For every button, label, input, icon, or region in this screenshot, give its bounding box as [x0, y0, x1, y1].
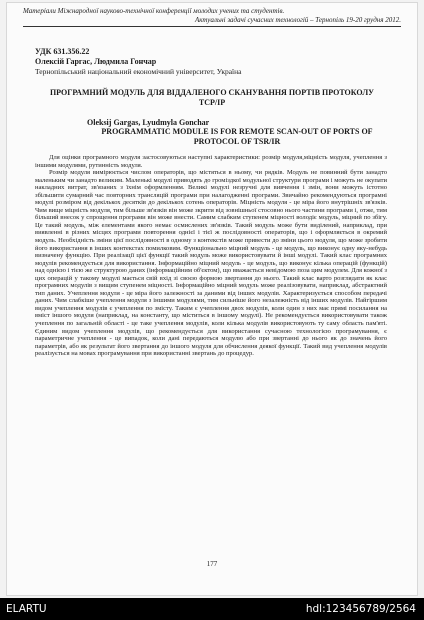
- title-en: PROGRAMMATIC MODULE IS FOR REMOTE SCAN-OUT OF PORTS OF PROTOCOL OF TSR/IR: [101, 127, 373, 146]
- affiliation: Тернопільський національний економічний університет, Україна: [35, 67, 242, 76]
- article-meta: [35, 47, 242, 77]
- document-page: [6, 2, 418, 596]
- header-line-2: Актуальні задачі сучасних технологій – Тернопіль 19-20 грудня 2012.: [194, 15, 401, 24]
- status-bar: [0, 598, 424, 620]
- header-line-1: Матеріали Міжнародної науково-технічної конференції молодих учених та студентів.: [23, 7, 285, 15]
- handle-link[interactable]: hdl:123456789/2564: [305, 603, 416, 615]
- header-rule: [23, 26, 401, 27]
- authors-en: Oleksij Gargas, Lyudmyla Gonchar: [87, 118, 210, 127]
- udc-code: УДК 631.356.22: [35, 47, 90, 56]
- repository-name: ELARTU: [6, 603, 47, 615]
- page-number: 177: [206, 560, 218, 568]
- title-ua: ПРОГРАМНИЙ МОДУЛЬ ДЛЯ ВІДДАЛЕНОГО СКАНУВАННЯ ПОРТІВ ПРОТОКОЛУ TCP/IP: [49, 88, 375, 107]
- authors-ua: Олексій Гаргас, Людмила Гончар: [35, 57, 157, 66]
- paragraph-1: Для оцінки програмного модуля застосовуються наступні характеристики: розмір модуля,міцність модуля, учеплення з іншими модулями, рутинність модуля.: [35, 154, 387, 169]
- article-body: [35, 154, 387, 358]
- running-header: [23, 7, 401, 24]
- paragraph-2: Розмір модуля вимірюється числом операторів, що містяться в ньому, чи рядків. Модуль не повинний бути занадто маленьким чи занадто великим. Маленькі модулі приводять до громіздкої модульної структури програми і можуть не окупати накладних витрат, зв'язаних з їхнім оформленням. Великі модулі незручні для вивчення і змін, вони можуть істотно збільшити сумарний час повторних трансляцій програми при налагодженні програми. Звичайно рекомендуються програмні модулі розміром від декількох десятків до декількох сотень операторів. Міцність модуля - це міра його внутрішніх зв'язків. Чим вище міцність модуля, тим більше зв'язків він може зкрити від зовнішньої стосовно нього частини програми і, отже, тим більший внесок у спрощення програми він може внести. Самим слабким ступенем міцності володіє модуль, міцний по збігу. Це такий модуль, між елементами якого немає осмислених зв'язків. Такий модуль може бути виділений, наприклад, при виявленні в різних місцях програми повторення однієї і тієї ж послідовності операторів, що і оформляється в окремий модуль. Необхідність зміни цієї послідовності в одному з контекстів може привести до зміни цього модуля, що може зробити його використання в інших контекстах помилковим. Функціонально міцний модуль - це модуль, що виконує одну яку-небудь визначену функцію. При реалізації цієї функції такий модуль може використовувати й інші модулі. Такий клас програмних модулів рекомендується для використання. Інформаційно міцний модуль - це модуль, що виконує кілька операцій (функцій) над однією і тією же структурою даних (інформаційним об'єктом), що вважається невідомою поза цим модулем. Для кожної з цих операцій у такому модулі мається свій вхід зі своєю формою звертання до нього. Такий клас варто розглядати як клас програмних модулів з вищим ступенем міцності. Інформаційно міцний модуль може реалізовувати, наприклад, абстрактний тип даних. Учеплення модуля - це міра його залежності за даними від інших модулів. Характеризується способом передачі даних. Чим слабкіше учеплення модуля з іншими модулями, тим сильніше його незалежність від інших модулів. Найгіршим видом учеплення модулів є учеплення по змісту. Таким є учеплення двох модулів, коли один з них має прямі посилання на вміст іншого модуля (наприклад, на константу, що міститься в іншому модулі). Не рекомендується використовувати також учеплення по загальній області - це таке учеплення модулів, коли кілька модулів використовують ту саму область пам'яті. Єдиним видом учеплення модулів, що рекомендується для використання сучасною технологією програмування, є параметричне учеплення - це випадок, коли дані передаються модулю або при звертанні до нього як до значень його параметрів, або як результат його звертання до іншого модуля для обчислення деякої функції. Такий вид учеплення модулів реалізується на мовах програмування при використанні звертань до процедур.: [35, 169, 388, 358]
